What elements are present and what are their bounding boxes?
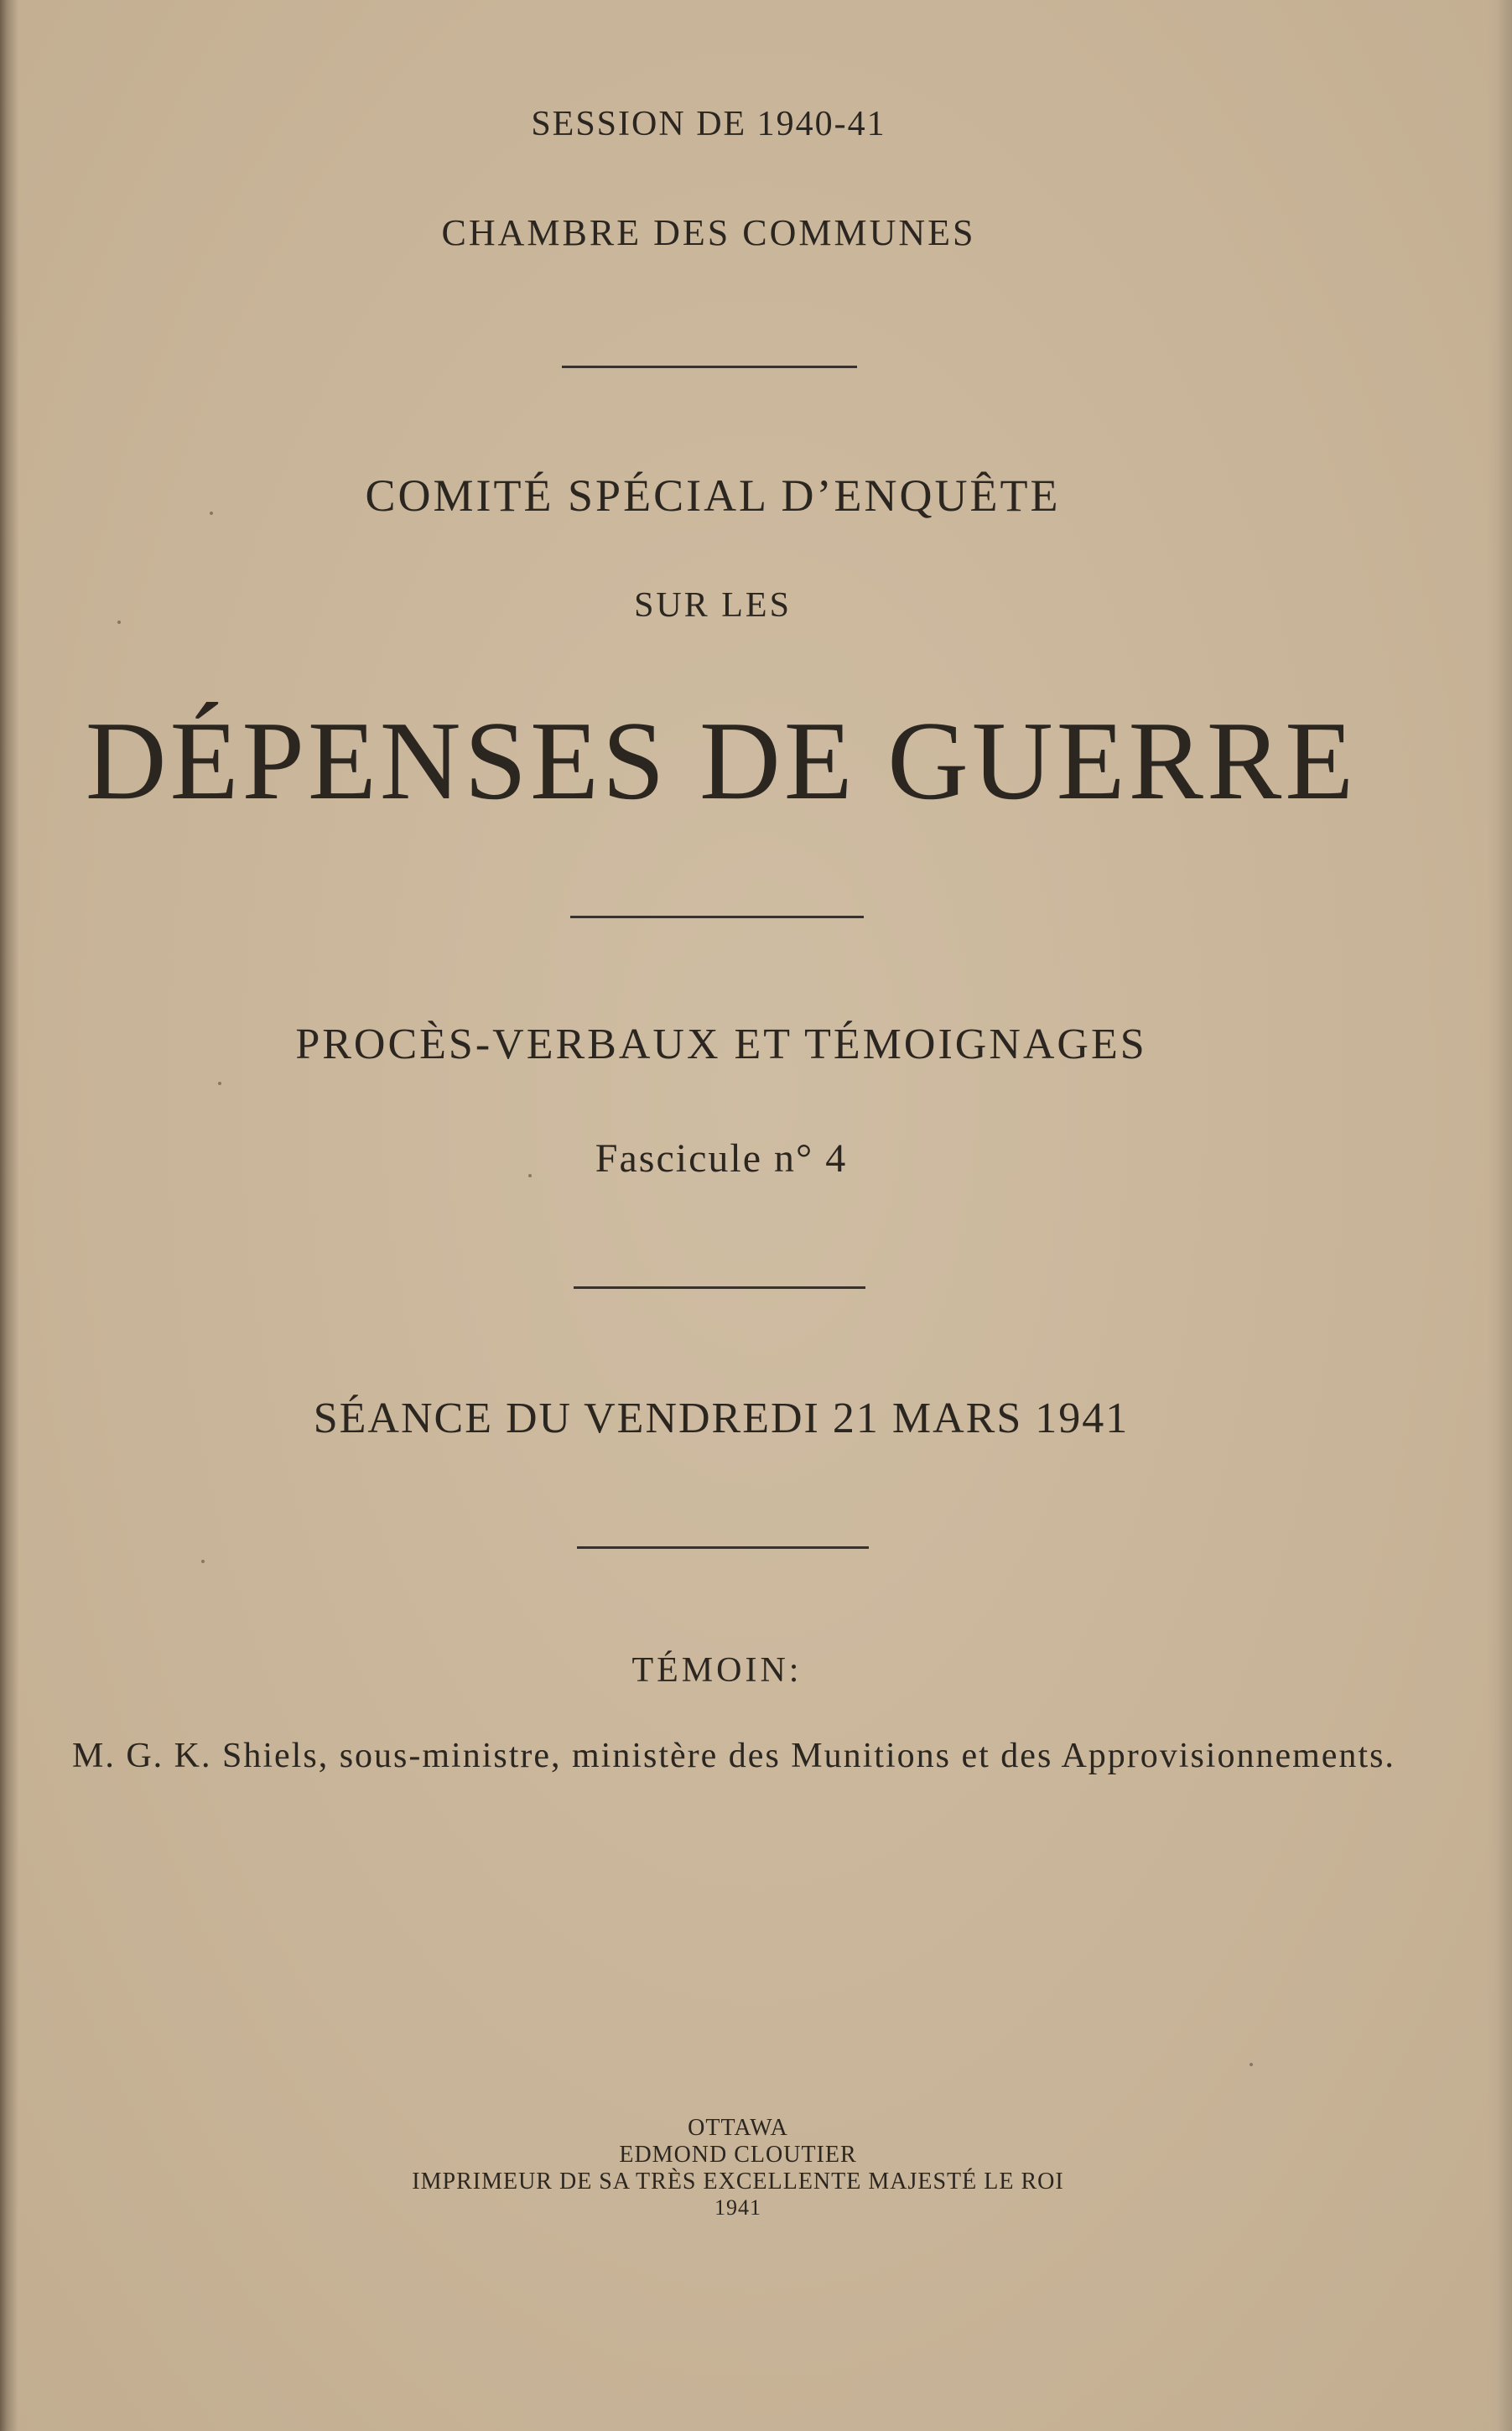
divider-rule-2 <box>570 916 864 918</box>
chamber-line: CHAMBRE DES COMMUNES <box>441 212 976 253</box>
proceedings-label: PROCÈS-VERBAUX ET TÉMOIGNAGES <box>295 1021 1147 1068</box>
paper-speck <box>201 1560 205 1563</box>
witness-entry: M. G. K. Shiels, sous-ministre, ministère des Munitions et des Approvisionnements. <box>72 1737 1395 1775</box>
committee-subtitle: SUR LES <box>634 586 792 625</box>
issue-number: Fascicule n° 4 <box>595 1136 848 1181</box>
paper-speck <box>1250 2063 1253 2066</box>
committee-title: COMITÉ SPÉCIAL D’ENQUÊTE <box>365 470 1061 521</box>
page-right-edge <box>1487 0 1512 2431</box>
imprint-printer-title: IMPRIMEUR DE SA TRÈS EXCELLENTE MAJESTÉ LE ROI <box>412 2169 1064 2195</box>
divider-rule-3 <box>574 1286 865 1289</box>
paper-speck <box>528 1174 532 1177</box>
main-title: DÉPENSES DE GUERRE <box>85 699 1358 823</box>
imprint-year: 1941 <box>714 2195 761 2220</box>
divider-rule-4 <box>577 1546 869 1549</box>
page-left-edge <box>0 0 18 2431</box>
session-line: SESSION DE 1940-41 <box>531 105 886 143</box>
sitting-date: SÉANCE DU VENDREDI 21 MARS 1941 <box>313 1395 1130 1442</box>
imprint-city: OTTAWA <box>688 2115 788 2141</box>
divider-rule-1 <box>562 366 857 368</box>
imprint-printer: EDMOND CLOUTIER <box>619 2142 857 2168</box>
paper-speck <box>210 512 213 515</box>
paper-speck <box>218 1082 221 1085</box>
paper-speck <box>117 621 121 624</box>
witness-heading: TÉMOIN: <box>631 1651 803 1690</box>
